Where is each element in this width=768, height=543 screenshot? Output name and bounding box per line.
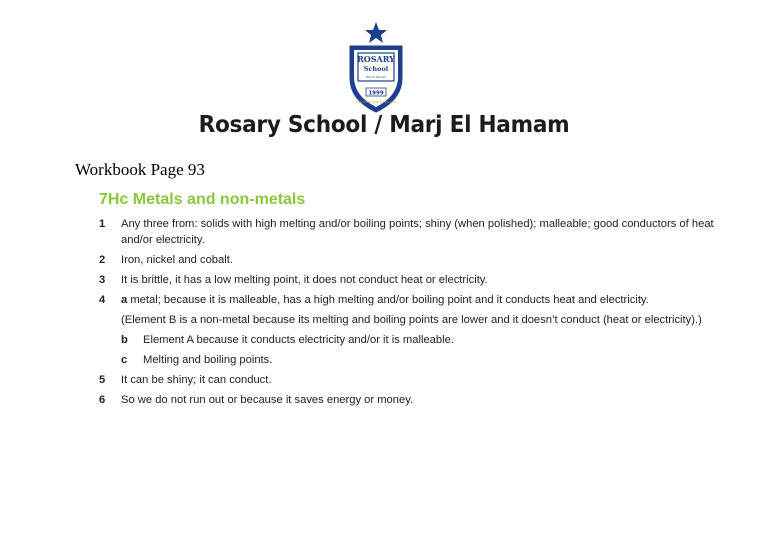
answer-number: 5 [99, 373, 106, 386]
answer-part-text: metal; because it is malleable, has a high melting and/or boiling point and it conducts heat and electricity. [130, 293, 649, 306]
answer-item [99, 273, 739, 289]
logo-subtitle: School [363, 65, 389, 73]
logo-ring-text: Commitment Faith & Excellence [355, 101, 397, 104]
answer-text: It can be shiny; it can conduct. [121, 373, 272, 386]
logo-motto: Marj El Hamam [366, 76, 386, 79]
answer-item [99, 373, 739, 389]
answer-text: Iron, nickel and cobalt. [121, 253, 233, 266]
answer-list [99, 217, 739, 413]
answer-part-label: b [121, 333, 128, 346]
answer-subpart [121, 353, 739, 369]
answer-text: So we do not run out or because it saves energy or money. [121, 393, 414, 406]
answer-item [99, 217, 739, 248]
answer-number: 4 [99, 293, 106, 306]
answer-item [99, 253, 739, 269]
answer-part-label: c [121, 353, 128, 366]
answer-number: 6 [99, 393, 106, 406]
answer-text: Any three from: solids with high melting and/or boiling points; shiny (when polished); malleable; good conductors of heat and/or electricity. [121, 218, 714, 246]
school-logo [344, 20, 408, 118]
answer-number: 2 [99, 253, 106, 266]
answer-part-label: a [121, 293, 128, 306]
answer-number: 1 [99, 218, 106, 230]
logo-title: ROSARY [357, 54, 395, 64]
answer-number: 3 [99, 273, 106, 286]
answer-text: It is brittle, it has a low melting point, it does not conduct heat or electricity. [121, 273, 488, 286]
answer-subpart [121, 333, 739, 349]
answer-note: (Element B is a non-metal because its melting and boiling points are lower and it doesn’t conduct (heat or electricity).) [121, 313, 702, 326]
logo-year: 1999 [368, 90, 384, 97]
answer-item [99, 393, 739, 409]
school-name-heading: Rosary School / Marj El Hamam [198, 110, 570, 138]
answer-item [99, 293, 739, 309]
answer-text [121, 293, 739, 309]
answer-part-text: Element A because it conducts electricity and/or it is malleable. [143, 333, 454, 346]
school-crest-icon [344, 20, 408, 118]
section-title: 7Hc Metals and non-metals [99, 191, 306, 208]
workbook-page-reference: Workbook Page 93 [75, 160, 205, 179]
answer-part-text: Melting and boiling points. [143, 353, 273, 366]
